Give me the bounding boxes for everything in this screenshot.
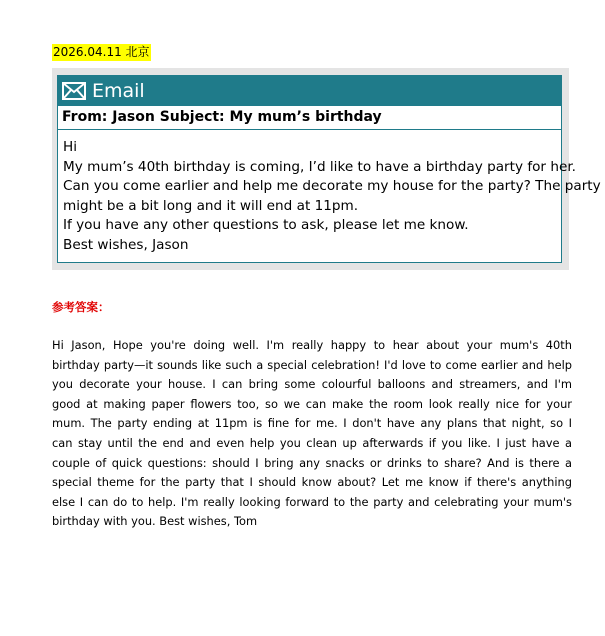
email-body-line: Hi [63,139,77,155]
email-body-line: My mum’s 40th birthday is coming, I’d like to have a birthday party for her. [63,158,576,175]
answer-paragraph [52,336,572,532]
answer-line: birthday party—it sounds like such a special celebration! I'd love to come earlier and help [52,357,572,372]
date-location-highlight: 2026.04.11 北京 [53,45,150,59]
answer-line: good at making paper flowers too, so we can make the room look really nice for your [52,396,572,411]
answer-heading: 参考答案： [52,300,110,314]
answer-line: Hi Jason, Hope you're doing well. I'm really happy to hear about your mum's 40th [52,338,572,352]
email-body-line: Can you come earlier and help me decorate my house for the party? The party [63,178,601,194]
email-card [52,68,601,270]
answer-line: special theme for the party that I should know about? Let me know if there's anything [52,475,572,490]
email-from-subject: From: Jason Subject: My mum’s birthday [58,106,561,130]
email-body-line: Best wishes, Jason [63,236,189,253]
answer-line: can stay until the end and even help you clean up afterwards if you like. I just have a [52,435,572,450]
email-title: Email [92,80,145,102]
email-header [58,76,561,106]
answer-line: else I can do to help. I'm really looking forward to the party and celebrating your mum's [52,494,572,509]
email-body-line: If you have any other questions to ask, please let me know. [63,217,469,233]
answer-line: birthday with you. Best wishes, Tom [52,514,258,529]
email-panel [57,75,601,263]
email-body [58,130,601,255]
envelope-icon [62,82,86,100]
answer-line: couple of quick questions: should I bring any snacks or drinks to share? And is there a [52,455,572,470]
answer-line: you decorate your house. I can bring some colourful balloons and streamers, and I'm [52,377,572,392]
answer-line: mum. The party ending at 11pm is fine for me. I don't have any plans that night, so I [52,416,572,431]
email-body-line: might be a bit long and it will end at 11pm. [63,197,359,214]
